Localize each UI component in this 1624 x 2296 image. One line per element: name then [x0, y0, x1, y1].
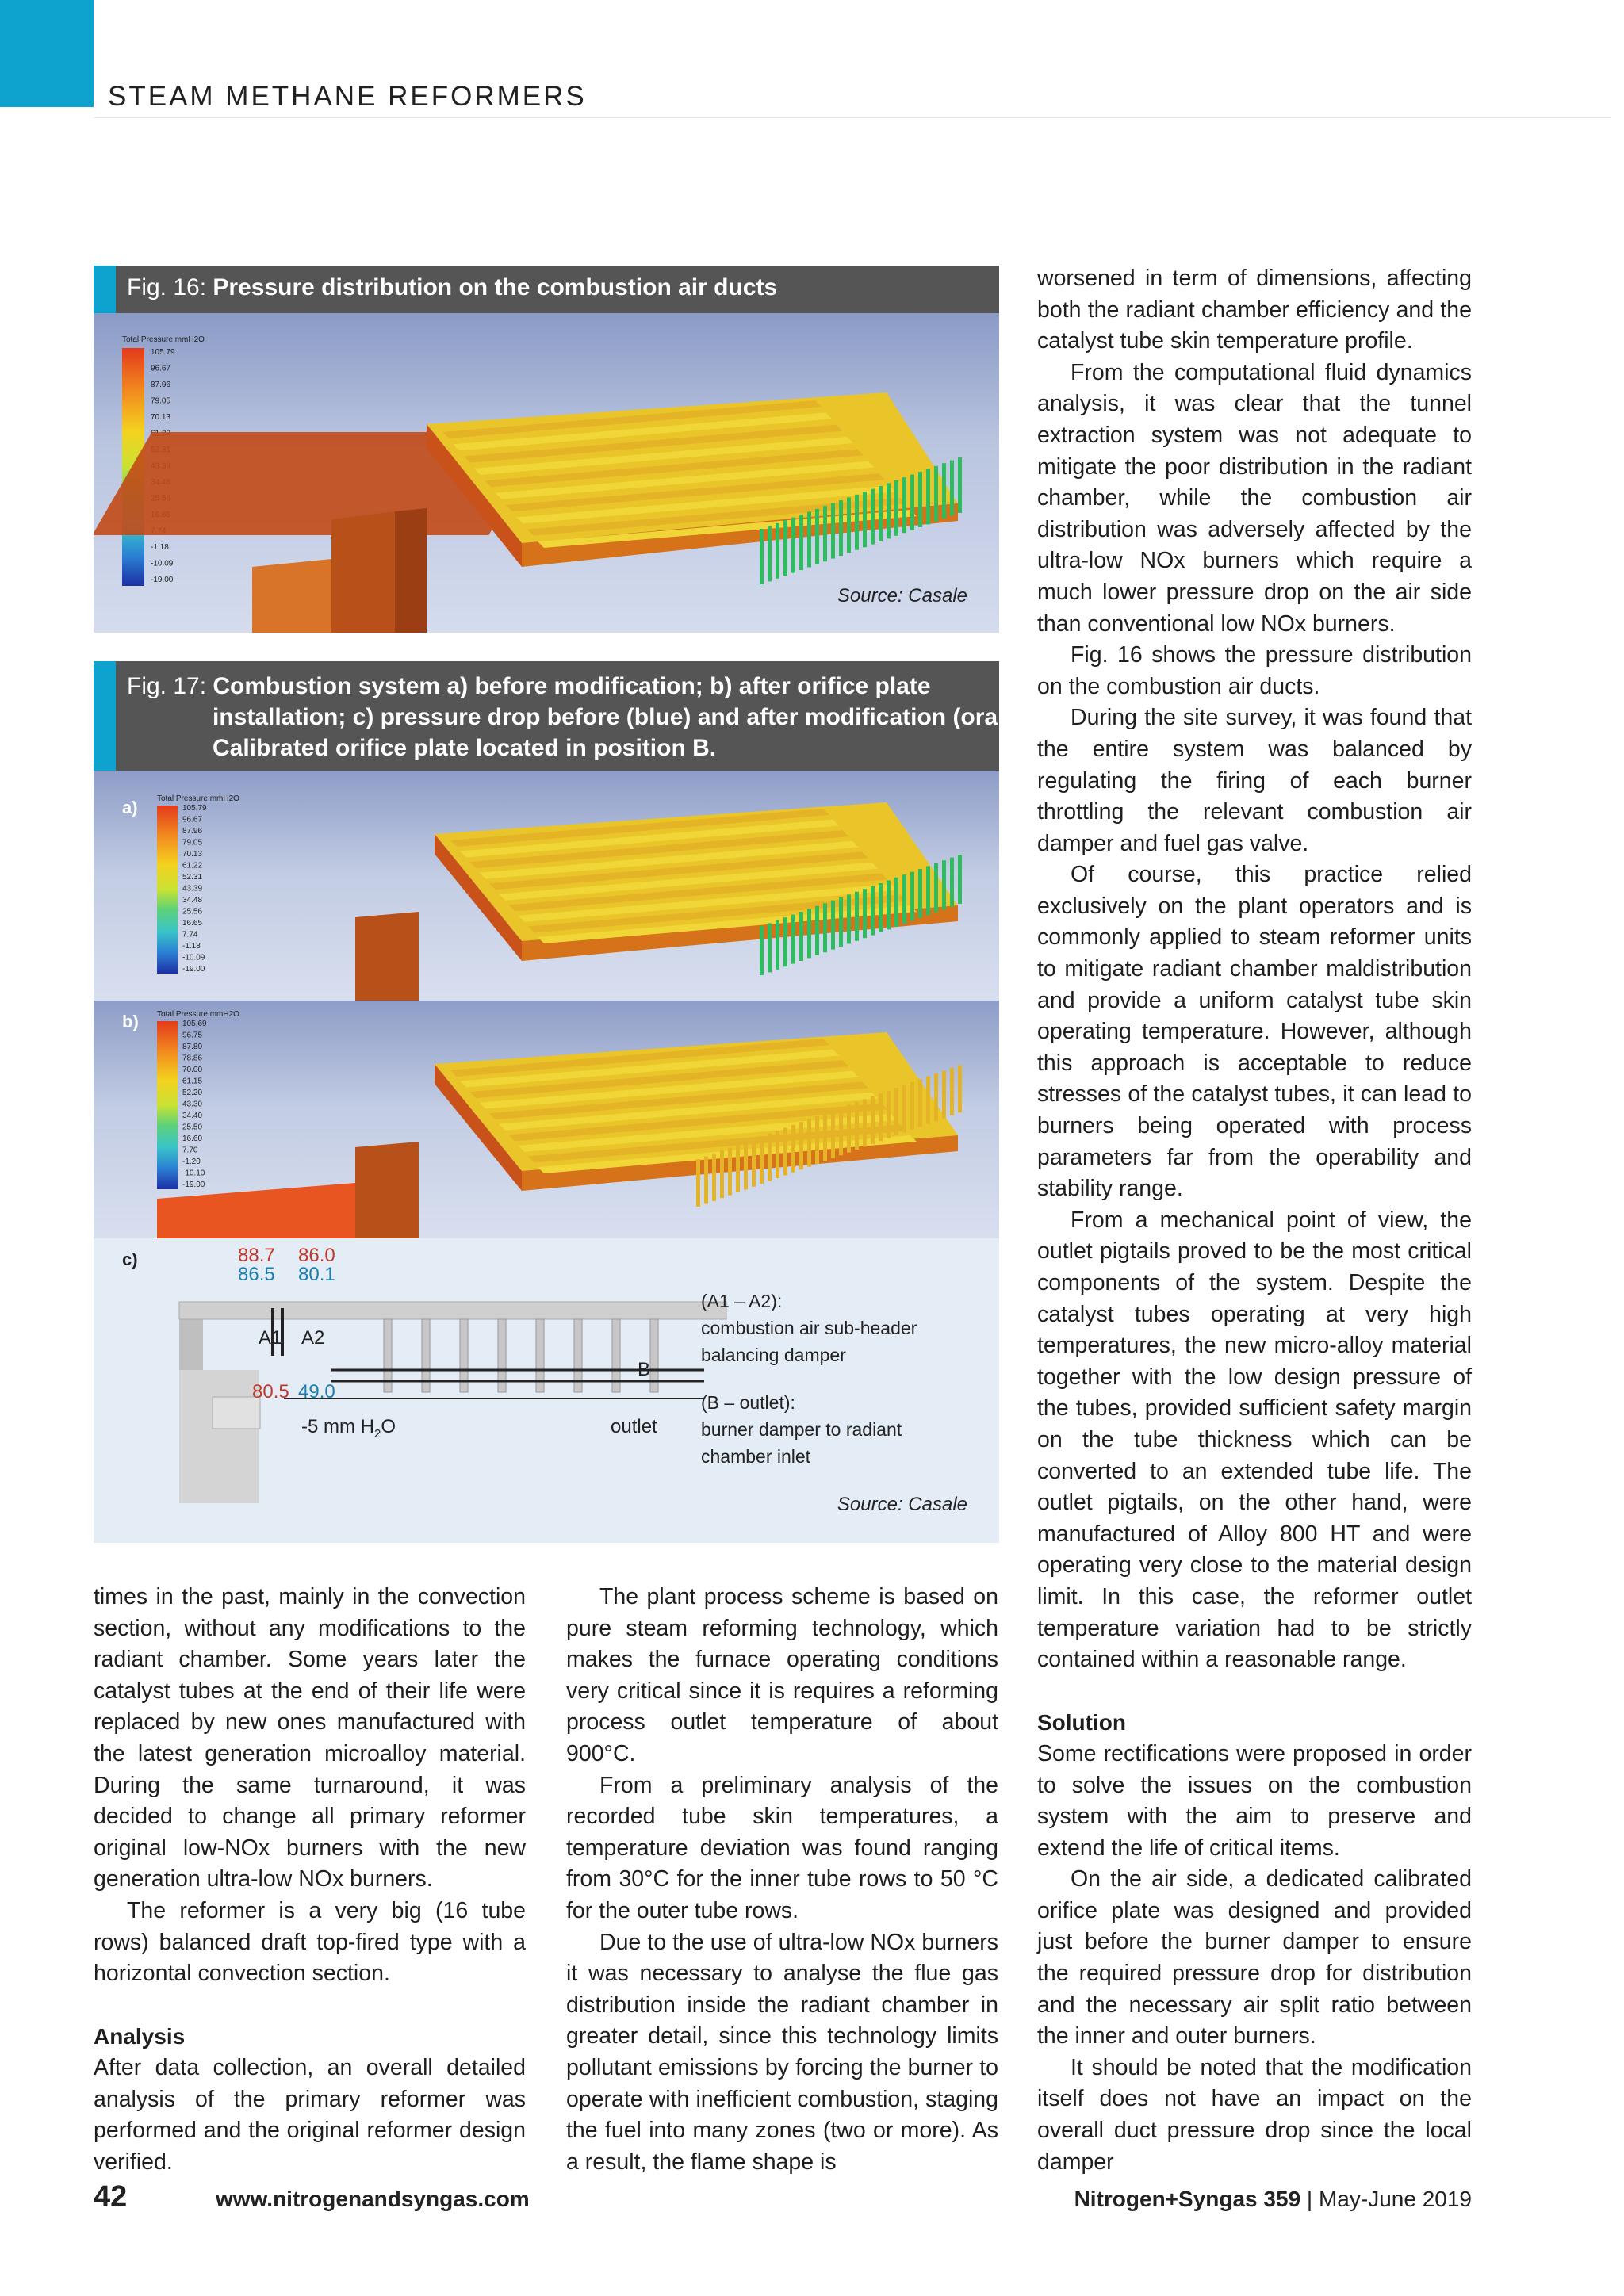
heading-solution: Solution: [1037, 1710, 1126, 1735]
burner-tube: [902, 874, 906, 924]
fig17-title-line2: installation; c) pressure drop before (blue) and after modification (orange).: [213, 704, 1055, 730]
fig17b-legend-title: Total Pressure mmH2O: [157, 1010, 239, 1019]
col2-paragraph-3: Due to the use of ultra-low NOx burners it was necessary to analyse the flue gas distribution inside the radiant chamber in greater detail, since this technology limits pollutant emissions by forcing the burner to operate with inefficient combustion, staging the fuel into many zones (two or more). As a result, the flame shape is: [566, 1929, 998, 2175]
burner-tube: [799, 1122, 803, 1169]
burner-tube: [910, 1082, 914, 1130]
legend-value: 43.39: [182, 884, 203, 894]
burner-tube: [871, 886, 875, 936]
fig17-caption-bar: [94, 661, 1055, 771]
burner-tube: [918, 869, 922, 918]
burner-tube: [902, 1085, 906, 1132]
burner-tube: [847, 894, 851, 943]
burner-tube: [776, 523, 779, 579]
burner-tube: [783, 520, 787, 576]
burner-tube: [799, 515, 803, 570]
burner-tube: [910, 872, 914, 921]
col3-paragraph-8: On the air side, a dedicated calibrated orifice plate was designed and provided just before the burner damper to ensure the required pressure drop for distribution and the necessary air split ratio between the inner and outer burners.: [1037, 1866, 1472, 2049]
burner-tube: [807, 511, 811, 567]
burner-tube: [831, 503, 835, 559]
col3-paragraph-2: From the computational fluid dynamics analysis, it was clear that the tunnel extraction system was not adequate to mitigate the poor distribution in the radiant chamber, while the combustion air distribution was adversely affected by the ultra-low NOx burners which require a much lower pressure drop on the air side than conventional low NOx burners.: [1037, 359, 1472, 637]
burner-tube: [831, 901, 835, 950]
footer-publication: Nitrogen+Syngas 359 | May-June 2019: [1074, 2187, 1472, 2211]
col3-paragraph-7: Some rectifications were proposed in order to solve the issues on the combustion system with the aim to preserve and extend the life of critical items.: [1037, 1740, 1472, 1861]
burner-tube: [783, 917, 787, 966]
fig16-caption-bar: [94, 266, 999, 313]
burner-tube: [776, 920, 779, 970]
burner-tube: [823, 506, 827, 561]
header-rule: [94, 117, 1611, 118]
burner-tube: [744, 1142, 748, 1189]
legend-value: -1.20: [182, 1158, 201, 1166]
burner-tube: [791, 518, 795, 573]
fig17a-cfd-render: [94, 771, 999, 1001]
legend-value: 87.96: [182, 827, 203, 836]
burner-tube: [887, 483, 891, 538]
burner-tube: [863, 889, 867, 938]
burner-tube: [791, 915, 795, 964]
col3-paragraph-3: Fig. 16 shows the pressure distribution on the combustion air ducts.: [1037, 642, 1472, 699]
burner-tube: [807, 909, 811, 958]
legend-value: 25.56: [182, 907, 203, 916]
footer-url[interactable]: www.nitrogenandsyngas.com: [216, 2187, 530, 2211]
section-header: STEAM METHANE REFORMERS: [108, 81, 587, 112]
col3-paragraph-9: It should be noted that the modification itself does not have an impact on the overall duct pressure drop since the local damper: [1037, 2054, 1472, 2175]
section-color-tab: [0, 0, 94, 107]
burner-tube: [696, 1159, 700, 1207]
legend-value: 16.60: [182, 1135, 203, 1143]
burner-tube: [958, 457, 962, 513]
fig17c-value-blue-3: 49.0: [298, 1381, 335, 1402]
legend-value: 16.65: [182, 919, 203, 928]
legend-value: -1.18: [182, 942, 201, 951]
legend-value: -19.00: [182, 965, 205, 974]
legend-value: 52.31: [182, 873, 203, 882]
fig17c-outlet-label: outlet: [611, 1416, 657, 1437]
fig17a-colorbar: [157, 806, 178, 974]
burner-tube: [879, 883, 883, 932]
fig17-panel-c-label: c): [122, 1249, 138, 1269]
burner-tube: [855, 495, 859, 550]
column-3: [1037, 263, 1472, 2178]
legend-value: 25.50: [182, 1123, 203, 1132]
burner-tube: [887, 880, 891, 929]
burner-tube: [720, 1150, 724, 1198]
burner-tube: [807, 1119, 811, 1167]
legend-value: 87.80: [182, 1043, 203, 1051]
burner-tube: [815, 906, 819, 955]
fig17a-legend-title: Total Pressure mmH2O: [157, 794, 239, 803]
burner-tube: [926, 1077, 930, 1124]
fig17b-cfd-render: [94, 1001, 999, 1238]
burner-tube: [823, 1113, 827, 1161]
burner-tube: [894, 480, 898, 536]
fig17-panel-c: [94, 1238, 999, 1543]
burner-tube: [918, 472, 922, 527]
burner-tube: [894, 1088, 898, 1135]
fig17c-b-label: B: [638, 1359, 651, 1380]
fig17c-value-orange-2: 86.0: [298, 1245, 335, 1266]
legend-value: 7.74: [182, 930, 198, 939]
col2-paragraph-2: From a preliminary analysis of the recorded tube skin temperatures, a temperature deviation was found ranging from 30°C for the inner tube rows to 50 °C for the outer tube rows.: [566, 1772, 998, 1923]
burner-tube: [736, 1145, 740, 1192]
legend-value: -19.00: [151, 576, 174, 584]
col3-paragraph-6: From a mechanical point of view, the outlet pigtails proved to be the most critical components of the system. Despite the catalyst tubes operating at very high temperatures, the new micro-alloy material together with the low design pressure of the tubes, provided sufficient safety margin on the tube thickness which can be converted to an extended tube life. The outlet pigtails, on the other hand, were manufactured of Alloy 800 HT and were operating very close to the material design limit. In this case, the reformer outlet temperature variation had to be strictly contained within a reasonable range.: [1037, 1207, 1472, 1673]
burner-tube: [934, 1073, 938, 1121]
burner-tube: [958, 855, 962, 904]
burner-tube: [760, 1136, 764, 1184]
burner-tube: [831, 1111, 835, 1158]
burner-tube: [839, 500, 843, 556]
fig17c-pressure-label: -5 mm $H_2O$: [301, 1416, 396, 1441]
burner-tube: [783, 1127, 787, 1175]
fig17c-value-blue-1: 86.5: [238, 1264, 275, 1285]
heading-analysis: Analysis: [94, 2024, 186, 2049]
burner-tube: [839, 1108, 843, 1155]
burner-tube: [894, 878, 898, 927]
burner-tube: [879, 486, 883, 541]
col3-paragraph-4: During the site survey, it was found that the entire system was balanced by regulating the firing of each burner throttling the relevant combustion air damper and fuel gas valve.: [1037, 705, 1472, 856]
col3-paragraph-5: Of course, this practice relied exclusively on the plant operators and is commonly applied to steam reformer units to mitigate radiant chamber maldistribution and provide a uniform catalyst tube skin operating temperature. However, although this approach is acceptable to reduce stresses of the catalyst tubes, it can lead to burners being operated with process parameters far from the operability and stability range.: [1037, 862, 1472, 1202]
burner-tube: [815, 509, 819, 564]
burner-tube: [823, 903, 827, 952]
legend-value: 79.05: [151, 396, 171, 406]
burner-tube: [902, 477, 906, 533]
legend-value: -10.09: [182, 953, 205, 962]
fig17c-a1-label: A1: [259, 1327, 282, 1349]
fig17c-value-blue-2: 80.1: [298, 1264, 335, 1285]
fig17-panel-a: [94, 771, 999, 1001]
fig17-caption-accent: [94, 661, 116, 771]
burner-tube: [760, 926, 764, 975]
legend-value: 105.79: [151, 348, 175, 357]
burner-tube: [950, 1068, 954, 1115]
legend-value: 52.20: [182, 1089, 203, 1097]
fig17a-legend-values: [182, 804, 207, 974]
burner-tube: [704, 1156, 708, 1203]
legend-value: 96.67: [182, 815, 203, 825]
legend-value: 61.15: [182, 1077, 203, 1086]
burner-tube: [942, 463, 946, 519]
legend-value: 79.05: [182, 838, 203, 848]
fig16-caption-accent: [94, 266, 116, 313]
legend-value: 43.30: [182, 1100, 203, 1109]
burner-tube: [934, 863, 938, 913]
burner-tube: [776, 1131, 779, 1178]
burner-tube: [847, 497, 851, 553]
col1-paragraph-1: times in the past, mainly in the convection section, without any modifications to the radiant chamber. Some years later the catalyst tubes at the end of their life were replaced by new ones manufactured with the latest generation microalloy material. During the same turnaround, it was decided to change all primary reformer original low-NOx burners with the new generation ultra-low NOx burners.: [94, 1584, 526, 1892]
burner-tube: [942, 860, 946, 909]
fig17c-a2-label: A2: [301, 1327, 325, 1349]
burner-tube: [918, 1079, 922, 1127]
burner-tube: [934, 466, 938, 522]
legend-value: 70.13: [182, 850, 203, 859]
col2-paragraph-1: The plant process scheme is based on pure steam reforming technology, which makes the furnace operating conditions very critical since it is requires a reforming process outlet temperature of about 900°C.: [566, 1584, 998, 1766]
burner-tube: [958, 1065, 962, 1112]
burner-tube: [950, 858, 954, 907]
burner-tube: [760, 529, 764, 584]
burner-tube: [768, 923, 772, 972]
fig16-image: [94, 313, 999, 633]
legend-value: 7.70: [182, 1146, 198, 1155]
burner-tube: [728, 1148, 732, 1196]
legend-value: 61.22: [182, 861, 203, 871]
burner-tube: [942, 1070, 946, 1118]
legend-value: 34.40: [182, 1112, 203, 1120]
fig17-panel-b-label: b): [122, 1012, 139, 1031]
burner-tube: [815, 1116, 819, 1164]
legend-value: -10.09: [151, 559, 174, 568]
burner-tube: [926, 866, 930, 915]
fig16-title: Pressure distribution on the combustion air ducts: [213, 274, 778, 300]
legend-value: 34.48: [182, 896, 203, 905]
burner-tube: [855, 892, 859, 941]
fig17c-value-orange-1: 88.7: [238, 1245, 275, 1266]
burner-tube: [791, 1125, 795, 1173]
legend-value: 78.86: [182, 1054, 203, 1063]
burner-tube: [863, 492, 867, 547]
legend-value: -19.00: [182, 1181, 205, 1189]
legend-value: 105.69: [182, 1020, 207, 1028]
burner-tube: [799, 912, 803, 961]
burner-tube: [712, 1154, 716, 1201]
legend-value: -1.18: [151, 543, 169, 552]
fig17-title-line1: Combustion system a) before modification; b) after orifice plate: [213, 673, 931, 699]
col3-paragraph-1: worsened in term of dimensions, affecting both the radiant chamber efficiency and the catalyst tube skin temperature profile.: [1037, 266, 1472, 354]
burner-tube: [950, 461, 954, 516]
burner-tube: [863, 1099, 867, 1146]
burner-tube: [855, 1102, 859, 1150]
fig16-source: Source: Casale: [837, 585, 967, 607]
burner-tube: [839, 897, 843, 947]
fig17-label: Fig. 17:: [127, 673, 213, 699]
page-number: 42: [94, 2180, 128, 2214]
legend-value: 87.96: [151, 381, 171, 389]
burner-tube: [847, 1105, 851, 1153]
column-1: [94, 1582, 526, 2178]
col1-paragraph-2: The reformer is a very big (16 tube rows) balanced draft top-fired type with a horizontal convection section.: [94, 1897, 526, 1987]
burner-tube: [879, 1093, 883, 1141]
burner-tube: [752, 1139, 756, 1187]
fig16-label: Fig. 16:: [127, 274, 213, 300]
legend-value: 96.75: [182, 1031, 203, 1040]
fig17-panel-b: [94, 1001, 999, 1238]
fig17-title-line3: Calibrated orifice plate located in position B.: [213, 735, 717, 761]
fig17-source: Source: Casale: [837, 1494, 967, 1515]
burner-tube: [926, 469, 930, 524]
legend-value: 70.00: [182, 1066, 203, 1074]
column-2: [566, 1582, 998, 2178]
burner-tube: [871, 489, 875, 545]
burner-tube: [768, 526, 772, 581]
fig17c-value-orange-3: 80.5: [252, 1381, 289, 1402]
fig17b-legend-values: [182, 1020, 207, 1189]
burner-tube: [910, 475, 914, 530]
legend-value: -10.10: [182, 1169, 205, 1178]
legend-value: 96.67: [151, 364, 171, 373]
fig17-panel-a-label: a): [122, 798, 138, 817]
fig16-legend-title: Total Pressure mmH2O: [122, 335, 205, 344]
col1-paragraph-3: After data collection, an overall detailed analysis of the primary reformer was performed and the original reformer design verified.: [94, 2054, 526, 2175]
fig17c-note-a1a2: (A1 – A2): combustion air sub-header balancing damper (B – outlet): burner damper to radiant chamber inlet: [701, 1291, 917, 1467]
legend-value: 70.13: [151, 413, 171, 422]
burner-tube: [887, 1091, 891, 1138]
fig17b-colorbar: [157, 1021, 178, 1189]
legend-value: 105.79: [182, 804, 207, 813]
burner-tube: [768, 1134, 772, 1181]
burner-tube: [871, 1096, 875, 1144]
